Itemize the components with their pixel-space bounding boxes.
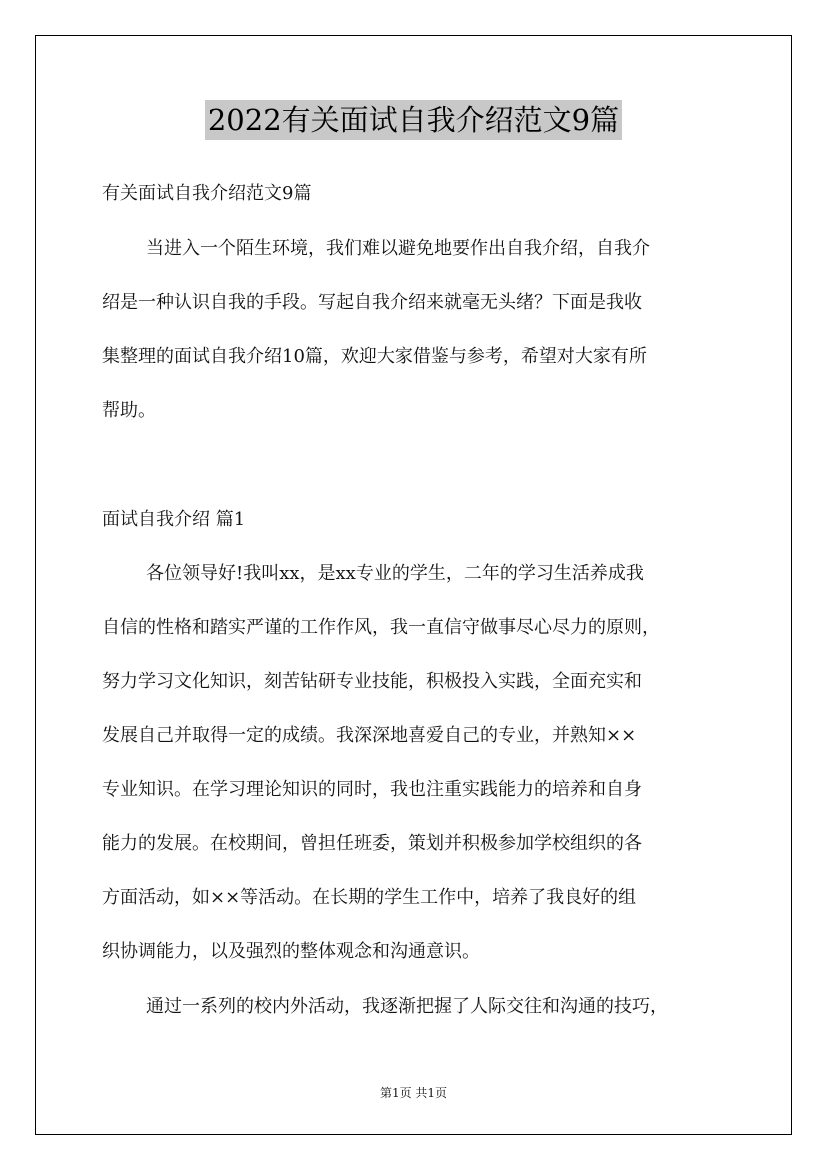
document-subtitle: 有关面试自我介绍范文9篇 — [102, 183, 312, 204]
body-line-5: 专业知识。在学习理论知识的同时，我也注重实践能力的培养和自身 — [102, 779, 642, 800]
section-heading: 面试自我介绍 篇1 — [102, 509, 246, 530]
document-title: 2022有关面试自我介绍范文9篇 — [205, 100, 622, 140]
body-line-8: 织协调能力，以及强烈的整体观念和沟通意识。 — [102, 941, 480, 962]
body-line-7: 方面活动，如××等活动。在长期的学生工作中，培养了我良好的组 — [102, 887, 637, 908]
body-line-4: 发展自己并取得一定的成绩。我深深地喜爱自己的专业，并熟知×× — [102, 725, 637, 746]
body-line-2: 自信的性格和踏实严谨的工作作风，我一直信守做事尽心尽力的原则， — [102, 617, 660, 638]
intro-line-3: 集整理的面试自我介绍10篇，欢迎大家借鉴与参考，希望对大家有所 — [102, 346, 647, 367]
body-line-1: 各位领导好!我叫xx，是xx专业的学生，二年的学习生活养成我 — [146, 563, 644, 584]
page-footer: 第1页 共1页 — [379, 1086, 448, 1100]
body-line-3: 努力学习文化知识，刻苦钻研专业技能，积极投入实践，全面充实和 — [102, 671, 642, 692]
intro-line-1: 当进入一个陌生环境，我们难以避免地要作出自我介绍，自我介 — [146, 238, 650, 259]
title-wrap — [0, 100, 827, 140]
intro-line-2: 绍是一种认识自我的手段。写起自我介绍来就毫无头绪？下面是我收 — [102, 292, 642, 313]
body-line-9: 通过一系列的校内外活动，我逐渐把握了人际交往和沟通的技巧， — [146, 996, 668, 1017]
body-line-6: 能力的发展。在校期间，曾担任班委，策划并积极参加学校组织的各 — [102, 833, 642, 854]
intro-line-4: 帮助。 — [102, 400, 156, 421]
